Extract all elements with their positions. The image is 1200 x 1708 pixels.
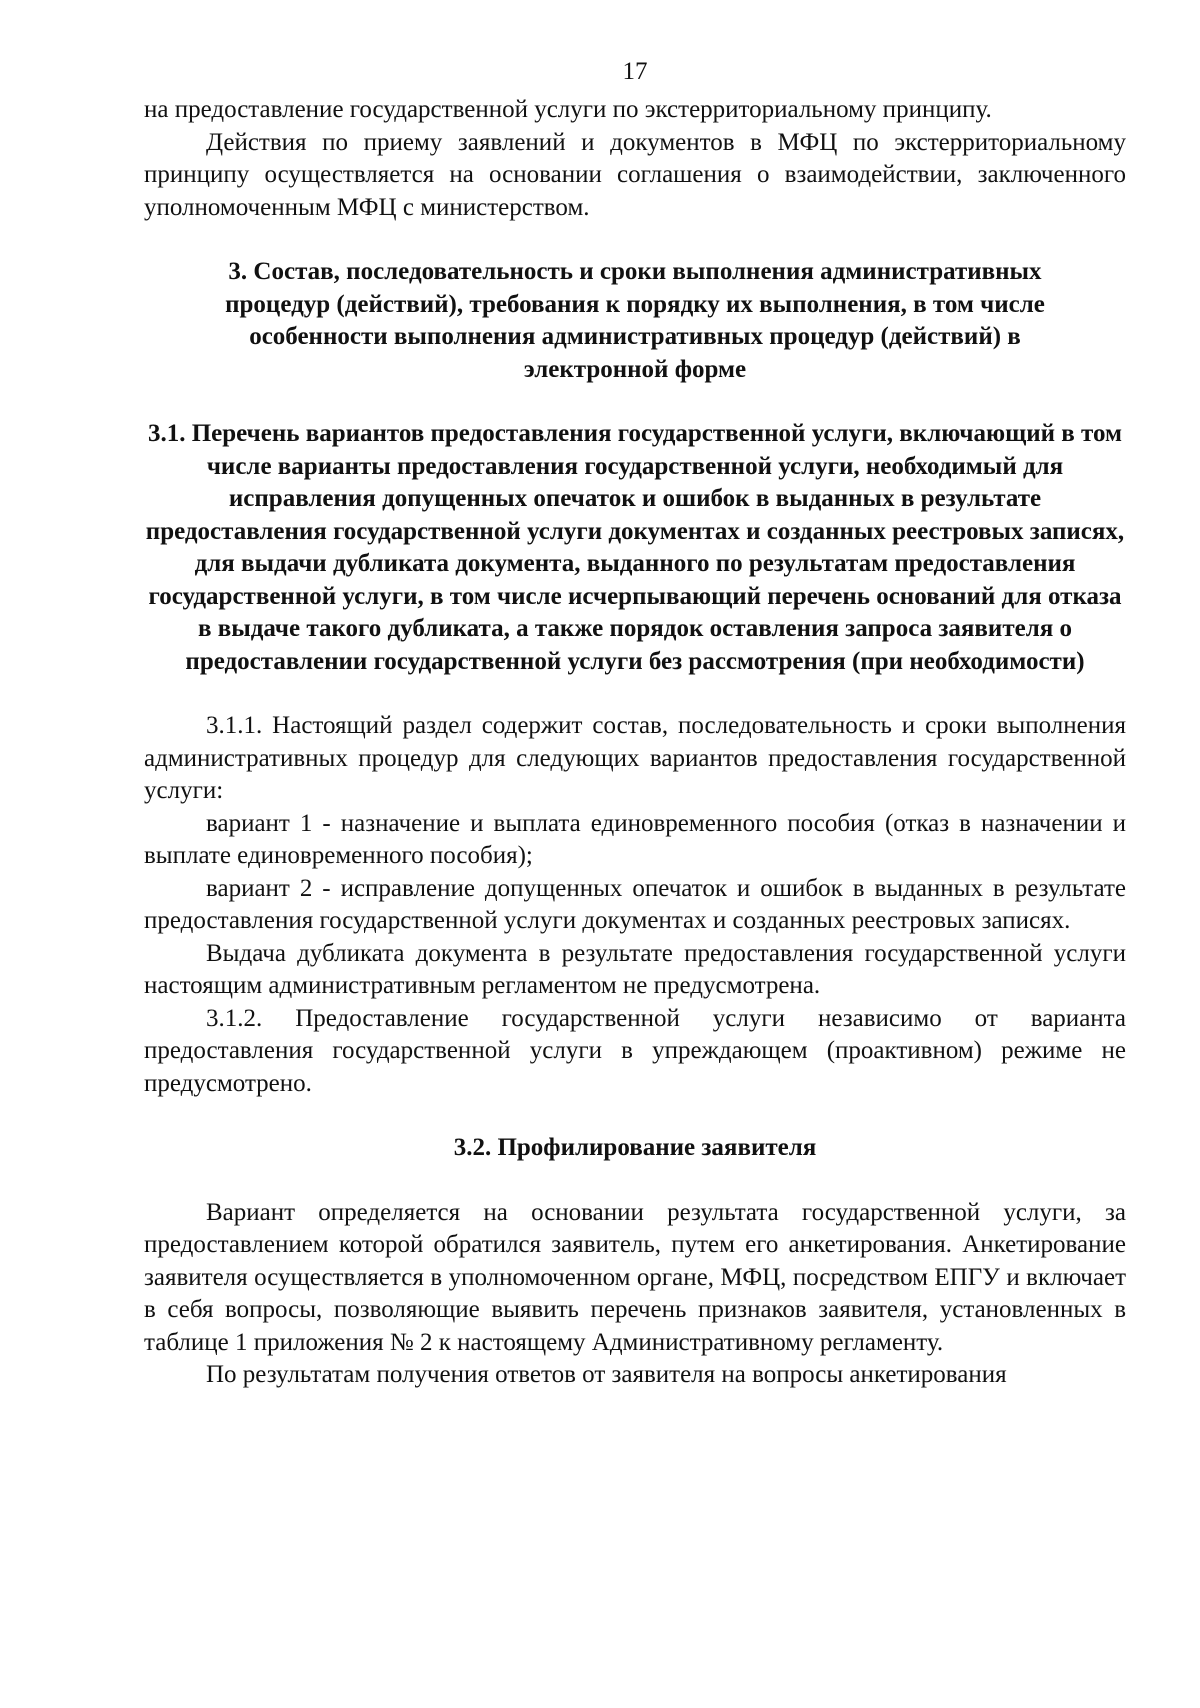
- paragraph-variant-1: вариант 1 - назначение и выплата единовременного пособия (отказ в назначении и выплате единовременного пособия);: [144, 809, 1126, 869]
- document-page: [144, 52, 1126, 1392]
- paragraph-variant-2: вариант 2 - исправление допущенных опечаток и ошибок в выданных в результате предоставления государственной услуги документах и созданных реестровых записях.: [144, 874, 1126, 934]
- paragraph-intro-2: Действия по приему заявлений и документов в МФЦ по экстерриториальному принципу осуществляется на основании соглашения о взаимодействии, заключенного уполномоченным МФЦ с министерством.: [144, 128, 1126, 221]
- page-number: 17: [622, 58, 648, 85]
- spacer: [144, 1165, 1126, 1197]
- section-3-1-heading: 3.1. Перечень вариантов предоставления государственной услуги, включающий в том числе варианты предоставления государственной услуги, необходимый для исправления допущенных опечаток и ошибок в выданных в результате предоставления государственной услуги документах и созданных реестровых записях, для выдачи дубликата документа, выданного по результатам предоставления государственной услуги, в том числе исчерпывающий перечень оснований для отказа в выдаче такого дубликата, а также порядок оставления запроса заявителя о предоставлении государственной услуги без рассмотрения (при необходимости): [145, 420, 1125, 675]
- paragraph-profiling-results: По результатам получения ответов от заявителя на вопросы анкетирования: [206, 1361, 1007, 1388]
- paragraph-3-1-1: 3.1.1. Настоящий раздел содержит состав, последовательность и сроки выполнения административных процедур для следующих вариантов предоставления государственной услуги:: [144, 712, 1126, 804]
- paragraph-profiling: Вариант определяется на основании результата государственной услуги, за предоставлением которой обратился заявитель, путем его анкетирования. Анкетирование заявителя осуществляется в уполномоченном органе, МФЦ, посредством ЕПГУ и включает в себя вопросы, позволяющие выявить перечень признаков заявителя, установленных в таблице 1 приложения № 2 к настоящему Административному регламенту.: [144, 1198, 1126, 1356]
- section-3-heading: 3. Состав, последовательность и сроки выполнения административных процедур (действий), требования к порядку их выполнения, в том числе особенности выполнения административных процедур (действий) в электронной форме: [225, 258, 1045, 383]
- paragraph-duplicate: Выдача дубликата документа в результате предоставления государственной услуги настоящим административным регламентом не предусмотрена.: [144, 939, 1126, 999]
- spacer: [144, 1100, 1126, 1132]
- spacer: [144, 678, 1126, 710]
- spacer: [144, 386, 1126, 418]
- paragraph-3-1-2: 3.1.2. Предоставление государственной услуги независимо от варианта предоставления государственной услуги в упреждающем (проактивном) режиме не предусмотрено.: [144, 1004, 1126, 1097]
- section-3-2-heading: 3.2. Профилирование заявителя: [453, 1134, 817, 1161]
- spacer: [144, 224, 1126, 256]
- paragraph-intro-1: на предоставление государственной услуги по экстерриториальному принципу.: [144, 96, 992, 123]
